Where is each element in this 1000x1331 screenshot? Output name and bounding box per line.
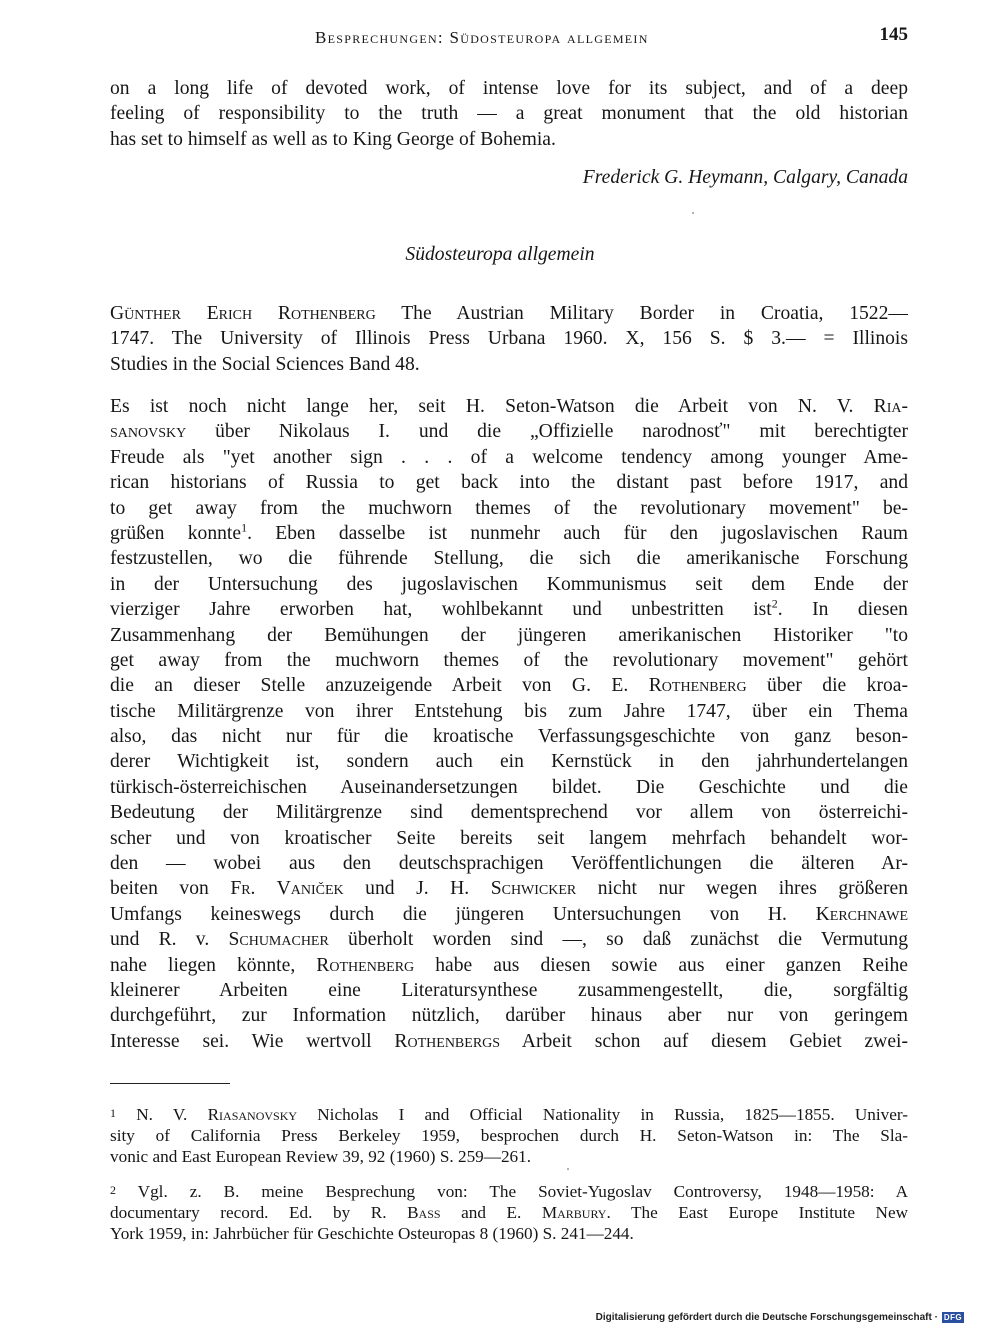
text-line: also, das nicht nur für die kroatische Verfassungsgeschichte von ganz beson- bbox=[110, 726, 908, 748]
text-line: feeling of responsibility to the truth — a great monument that the old historian bbox=[110, 103, 908, 125]
text-run: Es ist noch nicht lange her, seit H. Seton-Watson die Arbeit von N. V. bbox=[110, 396, 874, 417]
footnote-ref[interactable]: 2 bbox=[771, 596, 778, 611]
text-run: and E. bbox=[440, 1202, 542, 1222]
author-name: Marbury bbox=[541, 1202, 607, 1222]
digitization-credit bbox=[596, 1312, 964, 1323]
text-line: scher und von kroatischer Seite bereits seit langem mehrfach behandelt wor- bbox=[110, 827, 908, 849]
text-run: habe aus diesen sowie aus einer ganzen Reihe bbox=[414, 954, 908, 976]
footnote-number: 1 bbox=[110, 1106, 116, 1120]
author-name: Riasanovsky bbox=[207, 1105, 298, 1124]
text-run: nahe liegen könnte, bbox=[110, 954, 317, 976]
footnote-divider bbox=[110, 1083, 230, 1084]
text-line: to get away from the muchworn themes of the revolutionary movement" be- bbox=[110, 497, 908, 519]
citation-title: The Austrian Military Border in Croatia, 1522— bbox=[375, 303, 908, 324]
text-run: documentary record. Ed. by R. bbox=[110, 1202, 408, 1222]
text-run: . The East Europe Institute New bbox=[606, 1202, 908, 1222]
review-signature: Frederick G. Heymann, Calgary, Canada bbox=[582, 167, 908, 188]
text-run: und J. H. bbox=[343, 878, 491, 900]
footnote-number: 2 bbox=[110, 1183, 116, 1197]
text-line: festzustellen, wo die führende Stellung, die sich die amerikanische Forschung bbox=[110, 548, 908, 570]
author-name: Bass bbox=[407, 1202, 441, 1222]
text-run: . In diesen bbox=[777, 599, 908, 621]
text-line: türkisch-österreichischen Auseinandersetzungen bildet. Die Geschichte und die bbox=[110, 776, 908, 798]
scan-speck bbox=[567, 1168, 569, 1170]
author-name: Rothenbergs bbox=[394, 1030, 501, 1052]
text-line: York 1959, in: Jahrbücher für Geschichte Osteuropas 8 (1960) S. 241—244. bbox=[110, 1224, 634, 1244]
text-line: durchgeführt, zur Information nützlich, darüber hinaus aber nur von geringem bbox=[110, 1005, 908, 1027]
author-name: Schumacher bbox=[228, 929, 329, 951]
credit-text: Digitalisierung gefördert durch die Deutsche Forschungsgemeinschaft · bbox=[595, 1312, 938, 1323]
text-line: on a long life of devoted work, of intense love for its subject, and of a deep bbox=[110, 78, 908, 99]
author-name: Rothenberg bbox=[648, 675, 747, 697]
text-line: get away from the muchworn themes of the revolutionary movement" gehört bbox=[110, 649, 908, 671]
intro-paragraph bbox=[110, 76, 908, 152]
citation-line: 1747. The University of Illinois Press Urbana 1960. X, 156 S. $ 3.— = Illinois bbox=[110, 328, 908, 350]
text-run: beiten von bbox=[110, 878, 231, 900]
text-run: Vgl. z. B. meine Besprechung von: The Soviet-Yugoslav Controversy, 1948—1958: A bbox=[116, 1182, 908, 1201]
text-line: Zusammenhang der Bemühungen der jüngeren amerikanischen Historiker "to bbox=[110, 624, 908, 646]
text-run: nicht nur wegen ihres größeren bbox=[576, 878, 909, 900]
review-body bbox=[110, 394, 908, 1054]
book-citation bbox=[110, 301, 908, 377]
citation-author: Günther Erich Rothenberg bbox=[110, 303, 376, 324]
text-run: Umfangs keineswegs durch die jüngeren Untersuchungen von H. bbox=[110, 903, 816, 925]
text-run: . Eben dasselbe ist nunmehr auch für den jugoslavischen Raum bbox=[247, 522, 908, 544]
text-run: grüßen konnte bbox=[110, 522, 242, 544]
text-run: über die kroa- bbox=[746, 675, 909, 697]
page-number: 145 bbox=[879, 24, 908, 45]
text-run: N. V. bbox=[116, 1105, 208, 1124]
text-line: rican historians of Russia to get back into the distant past before 1917, and bbox=[110, 472, 908, 494]
dfg-logo: DFG bbox=[943, 1313, 962, 1322]
author-name: Schwicker bbox=[490, 878, 577, 900]
scan-speck bbox=[692, 212, 694, 214]
text-line: den — wobei aus den deutschsprachigen Veröffentlichungen die älteren Ar- bbox=[110, 853, 908, 875]
author-name: Kerchnawe bbox=[815, 903, 908, 925]
page-header bbox=[110, 22, 908, 52]
text-run: über Nikolaus I. und die „Offizielle narodnosť" mit berechtigter bbox=[186, 421, 908, 443]
text-run: Nicholas I and Official Nationality in Russia, 1825—1855. Univer- bbox=[297, 1105, 908, 1124]
text-line: has set to himself as well as to King George of Bohemia. bbox=[110, 128, 556, 150]
text-run: vierziger Jahre erworben hat, wohlbekannt und unbestritten ist bbox=[110, 599, 772, 621]
author-name: Fr. Vaniček bbox=[230, 878, 344, 900]
running-head: Besprechungen: Südosteuropa allgemein bbox=[315, 28, 649, 47]
author-name: sanovsky bbox=[110, 421, 187, 443]
text-line: vonic and East European Review 39, 92 (1960) S. 259—261. bbox=[110, 1147, 532, 1167]
text-line: in der Untersuchung des jugoslavischen Kommunismus seit dem Ende der bbox=[110, 573, 908, 595]
footnote-2 bbox=[110, 1180, 908, 1245]
section-title: Südosteuropa allgemein bbox=[405, 244, 595, 265]
footnote-1 bbox=[110, 1103, 908, 1168]
text-line: Freude als "yet another sign . . . of a welcome tendency among younger Ame- bbox=[110, 446, 908, 468]
author-name: Ria- bbox=[873, 396, 908, 417]
text-run: Arbeit schon auf diesem Gebiet zwei- bbox=[500, 1030, 908, 1052]
text-run: die an dieser Stelle anzuzeigende Arbeit von G. E. bbox=[110, 675, 649, 697]
text-run: und R. v. bbox=[110, 929, 229, 951]
text-run: Interesse sei. Wie wertvoll bbox=[110, 1030, 395, 1052]
text-line: derer Wichtigkeit ist, sondern auch ein Kernstück in den jahrhundertelangen bbox=[110, 751, 908, 773]
citation-line: Studies in the Social Sciences Band 48. bbox=[110, 353, 420, 375]
author-name: Rothenberg bbox=[316, 954, 415, 976]
text-line: Bedeutung der Militärgrenze sind dementsprechend vor allem von österreichi- bbox=[110, 802, 908, 824]
footnote-ref[interactable]: 1 bbox=[241, 520, 248, 535]
text-line: sity of California Press Berkeley 1959, besprochen durch H. Seton-Watson in: The Sla- bbox=[110, 1125, 908, 1145]
text-run: überholt worden sind —, so daß zunächst die Vermutung bbox=[328, 929, 908, 951]
text-line: tische Militärgrenze von ihrer Entstehung bis zum Jahre 1747, über ein Thema bbox=[110, 700, 908, 722]
text-line: kleinerer Arbeiten eine Literatursynthese zusammengestellt, die, sorgfältig bbox=[110, 979, 908, 1001]
